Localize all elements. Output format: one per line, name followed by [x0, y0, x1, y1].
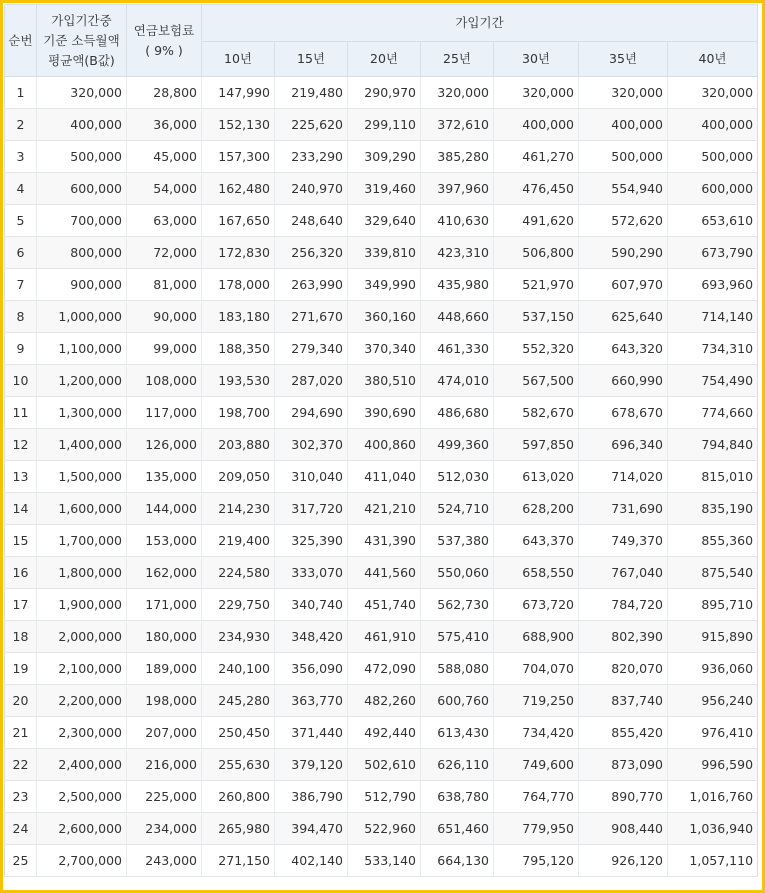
- income-cell: 1,500,000: [37, 461, 127, 493]
- seq-cell: 16: [5, 557, 37, 589]
- pension-25y-cell: 600,760: [421, 685, 494, 717]
- pension-25y-cell: 461,330: [421, 333, 494, 365]
- pension-15y-cell: 225,620: [275, 109, 348, 141]
- pension-15y-cell: 325,390: [275, 525, 348, 557]
- income-cell: 2,600,000: [37, 813, 127, 845]
- pension-40y-cell: 754,490: [668, 365, 758, 397]
- premium-cell: 117,000: [127, 397, 202, 429]
- pension-30y-cell: 320,000: [494, 77, 579, 109]
- pension-40y-cell: 815,010: [668, 461, 758, 493]
- pension-25y-cell: 664,130: [421, 845, 494, 877]
- pension-20y-cell: 533,140: [348, 845, 421, 877]
- pension-table: [4, 4, 758, 877]
- pension-35y-cell: 554,940: [579, 173, 668, 205]
- income-header-line3: 평균액(B값): [48, 52, 115, 68]
- income-cell: 1,800,000: [37, 557, 127, 589]
- pension-20y-cell: 319,460: [348, 173, 421, 205]
- pension-25y-cell: 550,060: [421, 557, 494, 589]
- premium-header-line1: 연금보험료: [133, 22, 195, 38]
- income-cell: 2,400,000: [37, 749, 127, 781]
- table-row: [5, 397, 758, 429]
- premium-cell: 171,000: [127, 589, 202, 621]
- premium-cell: 90,000: [127, 301, 202, 333]
- pension-20y-cell: 512,790: [348, 781, 421, 813]
- pension-15y-cell: 248,640: [275, 205, 348, 237]
- pension-25y-cell: 626,110: [421, 749, 494, 781]
- premium-cell: 162,000: [127, 557, 202, 589]
- premium-cell: 54,000: [127, 173, 202, 205]
- pension-25y-cell: 423,310: [421, 237, 494, 269]
- pension-40y-cell: 600,000: [668, 173, 758, 205]
- pension-10y-cell: 240,100: [202, 653, 275, 685]
- pension-30y-cell: 688,900: [494, 621, 579, 653]
- table-row: [5, 141, 758, 173]
- pension-25y-cell: 320,000: [421, 77, 494, 109]
- seq-cell: 7: [5, 269, 37, 301]
- pension-20y-cell: 309,290: [348, 141, 421, 173]
- pension-15y-cell: 317,720: [275, 493, 348, 525]
- pension-10y-cell: 250,450: [202, 717, 275, 749]
- pension-30y-cell: 597,850: [494, 429, 579, 461]
- pension-40y-cell: 855,360: [668, 525, 758, 557]
- pension-40y-cell: 976,410: [668, 717, 758, 749]
- pension-25y-cell: 372,610: [421, 109, 494, 141]
- pension-40y-cell: 774,660: [668, 397, 758, 429]
- income-cell: 900,000: [37, 269, 127, 301]
- period-header-30: 30년: [494, 42, 579, 77]
- pension-10y-cell: 234,930: [202, 621, 275, 653]
- income-cell: 2,700,000: [37, 845, 127, 877]
- pension-40y-cell: 1,016,760: [668, 781, 758, 813]
- pension-40y-cell: 734,310: [668, 333, 758, 365]
- pension-35y-cell: 873,090: [579, 749, 668, 781]
- pension-15y-cell: 379,120: [275, 749, 348, 781]
- table-row: [5, 109, 758, 141]
- pension-30y-cell: 643,370: [494, 525, 579, 557]
- pension-20y-cell: 329,640: [348, 205, 421, 237]
- pension-25y-cell: 474,010: [421, 365, 494, 397]
- table-row: [5, 749, 758, 781]
- income-cell: 800,000: [37, 237, 127, 269]
- seq-cell: 15: [5, 525, 37, 557]
- pension-35y-cell: 320,000: [579, 77, 668, 109]
- income-cell: 500,000: [37, 141, 127, 173]
- pension-10y-cell: 167,650: [202, 205, 275, 237]
- pension-30y-cell: 704,070: [494, 653, 579, 685]
- period-group-header: 가입기간: [202, 5, 758, 42]
- pension-10y-cell: 229,750: [202, 589, 275, 621]
- table-row: [5, 365, 758, 397]
- seq-cell: 10: [5, 365, 37, 397]
- pension-15y-cell: 402,140: [275, 845, 348, 877]
- premium-cell: 198,000: [127, 685, 202, 717]
- premium-cell: 81,000: [127, 269, 202, 301]
- pension-15y-cell: 279,340: [275, 333, 348, 365]
- pension-25y-cell: 613,430: [421, 717, 494, 749]
- pension-15y-cell: 240,970: [275, 173, 348, 205]
- pension-40y-cell: 653,610: [668, 205, 758, 237]
- premium-cell: 135,000: [127, 461, 202, 493]
- pension-30y-cell: 613,020: [494, 461, 579, 493]
- table-body: [5, 77, 758, 877]
- pension-20y-cell: 360,160: [348, 301, 421, 333]
- pension-25y-cell: 562,730: [421, 589, 494, 621]
- pension-10y-cell: 255,630: [202, 749, 275, 781]
- premium-header: [127, 5, 202, 77]
- premium-cell: 99,000: [127, 333, 202, 365]
- pension-30y-cell: 795,120: [494, 845, 579, 877]
- pension-10y-cell: 198,700: [202, 397, 275, 429]
- pension-40y-cell: 956,240: [668, 685, 758, 717]
- period-header-20: 20년: [348, 42, 421, 77]
- period-header-25: 25년: [421, 42, 494, 77]
- seq-cell: 23: [5, 781, 37, 813]
- pension-30y-cell: 764,770: [494, 781, 579, 813]
- pension-30y-cell: 749,600: [494, 749, 579, 781]
- income-cell: 600,000: [37, 173, 127, 205]
- pension-35y-cell: 500,000: [579, 141, 668, 173]
- pension-35y-cell: 643,320: [579, 333, 668, 365]
- seq-cell: 19: [5, 653, 37, 685]
- pension-10y-cell: 172,830: [202, 237, 275, 269]
- pension-40y-cell: 400,000: [668, 109, 758, 141]
- pension-30y-cell: 628,200: [494, 493, 579, 525]
- income-header: [37, 5, 127, 77]
- pension-35y-cell: 802,390: [579, 621, 668, 653]
- seq-cell: 1: [5, 77, 37, 109]
- premium-cell: 234,000: [127, 813, 202, 845]
- premium-header-line2: ( 9% ): [145, 42, 183, 58]
- income-cell: 1,900,000: [37, 589, 127, 621]
- pension-30y-cell: 552,320: [494, 333, 579, 365]
- seq-cell: 13: [5, 461, 37, 493]
- premium-cell: 72,000: [127, 237, 202, 269]
- seq-cell: 3: [5, 141, 37, 173]
- seq-cell: 21: [5, 717, 37, 749]
- premium-cell: 36,000: [127, 109, 202, 141]
- seq-cell: 8: [5, 301, 37, 333]
- pension-30y-cell: 779,950: [494, 813, 579, 845]
- table-row: [5, 525, 758, 557]
- pension-30y-cell: 582,670: [494, 397, 579, 429]
- pension-35y-cell: 572,620: [579, 205, 668, 237]
- income-cell: 2,500,000: [37, 781, 127, 813]
- pension-20y-cell: 370,340: [348, 333, 421, 365]
- pension-25y-cell: 524,710: [421, 493, 494, 525]
- pension-25y-cell: 651,460: [421, 813, 494, 845]
- pension-30y-cell: 673,720: [494, 589, 579, 621]
- pension-20y-cell: 421,210: [348, 493, 421, 525]
- seq-cell: 2: [5, 109, 37, 141]
- premium-cell: 63,000: [127, 205, 202, 237]
- income-cell: 400,000: [37, 109, 127, 141]
- pension-25y-cell: 397,960: [421, 173, 494, 205]
- pension-40y-cell: 500,000: [668, 141, 758, 173]
- premium-cell: 180,000: [127, 621, 202, 653]
- pension-20y-cell: 339,810: [348, 237, 421, 269]
- pension-40y-cell: 714,140: [668, 301, 758, 333]
- table-row: [5, 461, 758, 493]
- pension-40y-cell: 915,890: [668, 621, 758, 653]
- pension-20y-cell: 411,040: [348, 461, 421, 493]
- pension-40y-cell: 673,790: [668, 237, 758, 269]
- table-row: [5, 781, 758, 813]
- pension-20y-cell: 492,440: [348, 717, 421, 749]
- pension-35y-cell: 607,970: [579, 269, 668, 301]
- premium-cell: 45,000: [127, 141, 202, 173]
- pension-15y-cell: 394,470: [275, 813, 348, 845]
- pension-table-frame: [3, 3, 762, 890]
- income-cell: 2,000,000: [37, 621, 127, 653]
- pension-20y-cell: 400,860: [348, 429, 421, 461]
- pension-40y-cell: 875,540: [668, 557, 758, 589]
- pension-15y-cell: 233,290: [275, 141, 348, 173]
- pension-35y-cell: 660,990: [579, 365, 668, 397]
- income-cell: 1,300,000: [37, 397, 127, 429]
- pension-10y-cell: 147,990: [202, 77, 275, 109]
- table-header: [5, 5, 758, 77]
- table-row: [5, 653, 758, 685]
- pension-35y-cell: 784,720: [579, 589, 668, 621]
- table-row: [5, 845, 758, 877]
- pension-25y-cell: 448,660: [421, 301, 494, 333]
- income-cell: 1,200,000: [37, 365, 127, 397]
- table-row: [5, 685, 758, 717]
- premium-cell: 216,000: [127, 749, 202, 781]
- pension-30y-cell: 658,550: [494, 557, 579, 589]
- pension-30y-cell: 476,450: [494, 173, 579, 205]
- pension-15y-cell: 287,020: [275, 365, 348, 397]
- seq-cell: 25: [5, 845, 37, 877]
- pension-30y-cell: 734,420: [494, 717, 579, 749]
- pension-10y-cell: 157,300: [202, 141, 275, 173]
- income-header-line2: 기준 소득월액: [43, 32, 120, 48]
- seq-cell: 9: [5, 333, 37, 365]
- period-header-35: 35년: [579, 42, 668, 77]
- pension-20y-cell: 522,960: [348, 813, 421, 845]
- period-header-40: 40년: [668, 42, 758, 77]
- income-header-line1: 가입기간중: [51, 12, 112, 28]
- pension-25y-cell: 486,680: [421, 397, 494, 429]
- pension-10y-cell: 265,980: [202, 813, 275, 845]
- pension-15y-cell: 219,480: [275, 77, 348, 109]
- pension-35y-cell: 731,690: [579, 493, 668, 525]
- pension-35y-cell: 837,740: [579, 685, 668, 717]
- pension-10y-cell: 178,000: [202, 269, 275, 301]
- pension-35y-cell: 926,120: [579, 845, 668, 877]
- pension-40y-cell: 936,060: [668, 653, 758, 685]
- pension-10y-cell: 162,480: [202, 173, 275, 205]
- seq-header: 순번: [5, 5, 37, 77]
- seq-cell: 22: [5, 749, 37, 781]
- pension-35y-cell: 908,440: [579, 813, 668, 845]
- pension-20y-cell: 299,110: [348, 109, 421, 141]
- pension-20y-cell: 441,560: [348, 557, 421, 589]
- pension-20y-cell: 472,090: [348, 653, 421, 685]
- pension-15y-cell: 371,440: [275, 717, 348, 749]
- pension-25y-cell: 537,380: [421, 525, 494, 557]
- seq-cell: 11: [5, 397, 37, 429]
- seq-cell: 18: [5, 621, 37, 653]
- pension-25y-cell: 638,780: [421, 781, 494, 813]
- table-row: [5, 77, 758, 109]
- premium-cell: 126,000: [127, 429, 202, 461]
- period-header-15: 15년: [275, 42, 348, 77]
- income-cell: 1,700,000: [37, 525, 127, 557]
- pension-20y-cell: 290,970: [348, 77, 421, 109]
- table-row: [5, 237, 758, 269]
- table-row: [5, 813, 758, 845]
- pension-40y-cell: 693,960: [668, 269, 758, 301]
- pension-35y-cell: 855,420: [579, 717, 668, 749]
- seq-cell: 24: [5, 813, 37, 845]
- pension-20y-cell: 390,690: [348, 397, 421, 429]
- pension-15y-cell: 348,420: [275, 621, 348, 653]
- premium-cell: 207,000: [127, 717, 202, 749]
- premium-cell: 108,000: [127, 365, 202, 397]
- seq-cell: 4: [5, 173, 37, 205]
- pension-30y-cell: 461,270: [494, 141, 579, 173]
- table-row: [5, 301, 758, 333]
- pension-10y-cell: 183,180: [202, 301, 275, 333]
- table-row: [5, 269, 758, 301]
- pension-35y-cell: 749,370: [579, 525, 668, 557]
- premium-cell: 189,000: [127, 653, 202, 685]
- pension-35y-cell: 767,040: [579, 557, 668, 589]
- pension-40y-cell: 794,840: [668, 429, 758, 461]
- pension-10y-cell: 193,530: [202, 365, 275, 397]
- income-cell: 1,600,000: [37, 493, 127, 525]
- pension-35y-cell: 696,340: [579, 429, 668, 461]
- pension-10y-cell: 260,800: [202, 781, 275, 813]
- premium-cell: 28,800: [127, 77, 202, 109]
- income-cell: 1,400,000: [37, 429, 127, 461]
- pension-30y-cell: 491,620: [494, 205, 579, 237]
- pension-10y-cell: 214,230: [202, 493, 275, 525]
- pension-35y-cell: 625,640: [579, 301, 668, 333]
- pension-40y-cell: 895,710: [668, 589, 758, 621]
- pension-25y-cell: 410,630: [421, 205, 494, 237]
- pension-25y-cell: 512,030: [421, 461, 494, 493]
- pension-15y-cell: 263,990: [275, 269, 348, 301]
- pension-40y-cell: 1,036,940: [668, 813, 758, 845]
- seq-cell: 6: [5, 237, 37, 269]
- table-row: [5, 717, 758, 749]
- pension-35y-cell: 890,770: [579, 781, 668, 813]
- pension-30y-cell: 537,150: [494, 301, 579, 333]
- pension-30y-cell: 400,000: [494, 109, 579, 141]
- pension-40y-cell: 320,000: [668, 77, 758, 109]
- seq-cell: 14: [5, 493, 37, 525]
- pension-20y-cell: 431,390: [348, 525, 421, 557]
- income-cell: 1,000,000: [37, 301, 127, 333]
- table-row: [5, 333, 758, 365]
- pension-15y-cell: 356,090: [275, 653, 348, 685]
- pension-40y-cell: 996,590: [668, 749, 758, 781]
- pension-15y-cell: 310,040: [275, 461, 348, 493]
- pension-10y-cell: 203,880: [202, 429, 275, 461]
- pension-30y-cell: 521,970: [494, 269, 579, 301]
- pension-10y-cell: 209,050: [202, 461, 275, 493]
- seq-cell: 12: [5, 429, 37, 461]
- table-row: [5, 429, 758, 461]
- pension-25y-cell: 435,980: [421, 269, 494, 301]
- pension-40y-cell: 1,057,110: [668, 845, 758, 877]
- seq-cell: 17: [5, 589, 37, 621]
- pension-20y-cell: 380,510: [348, 365, 421, 397]
- pension-10y-cell: 271,150: [202, 845, 275, 877]
- pension-20y-cell: 349,990: [348, 269, 421, 301]
- income-cell: 320,000: [37, 77, 127, 109]
- income-cell: 2,200,000: [37, 685, 127, 717]
- seq-cell: 5: [5, 205, 37, 237]
- seq-cell: 20: [5, 685, 37, 717]
- pension-35y-cell: 590,290: [579, 237, 668, 269]
- pension-20y-cell: 502,610: [348, 749, 421, 781]
- pension-15y-cell: 302,370: [275, 429, 348, 461]
- period-header-10: 10년: [202, 42, 275, 77]
- pension-20y-cell: 451,740: [348, 589, 421, 621]
- pension-15y-cell: 333,070: [275, 557, 348, 589]
- income-cell: 1,100,000: [37, 333, 127, 365]
- pension-35y-cell: 678,670: [579, 397, 668, 429]
- income-cell: 700,000: [37, 205, 127, 237]
- table-row: [5, 205, 758, 237]
- premium-cell: 225,000: [127, 781, 202, 813]
- pension-35y-cell: 714,020: [579, 461, 668, 493]
- pension-10y-cell: 224,580: [202, 557, 275, 589]
- pension-20y-cell: 461,910: [348, 621, 421, 653]
- pension-35y-cell: 400,000: [579, 109, 668, 141]
- pension-10y-cell: 245,280: [202, 685, 275, 717]
- income-cell: 2,300,000: [37, 717, 127, 749]
- premium-cell: 243,000: [127, 845, 202, 877]
- income-cell: 2,100,000: [37, 653, 127, 685]
- pension-20y-cell: 482,260: [348, 685, 421, 717]
- pension-30y-cell: 719,250: [494, 685, 579, 717]
- table-row: [5, 173, 758, 205]
- pension-15y-cell: 386,790: [275, 781, 348, 813]
- pension-15y-cell: 363,770: [275, 685, 348, 717]
- pension-30y-cell: 567,500: [494, 365, 579, 397]
- pension-15y-cell: 271,670: [275, 301, 348, 333]
- premium-cell: 144,000: [127, 493, 202, 525]
- pension-25y-cell: 575,410: [421, 621, 494, 653]
- pension-30y-cell: 506,800: [494, 237, 579, 269]
- pension-25y-cell: 499,360: [421, 429, 494, 461]
- pension-25y-cell: 385,280: [421, 141, 494, 173]
- pension-15y-cell: 256,320: [275, 237, 348, 269]
- pension-10y-cell: 188,350: [202, 333, 275, 365]
- pension-10y-cell: 219,400: [202, 525, 275, 557]
- pension-10y-cell: 152,130: [202, 109, 275, 141]
- table-row: [5, 557, 758, 589]
- pension-25y-cell: 588,080: [421, 653, 494, 685]
- pension-15y-cell: 340,740: [275, 589, 348, 621]
- table-row: [5, 589, 758, 621]
- pension-35y-cell: 820,070: [579, 653, 668, 685]
- pension-40y-cell: 835,190: [668, 493, 758, 525]
- table-row: [5, 621, 758, 653]
- premium-cell: 153,000: [127, 525, 202, 557]
- table-row: [5, 493, 758, 525]
- pension-15y-cell: 294,690: [275, 397, 348, 429]
